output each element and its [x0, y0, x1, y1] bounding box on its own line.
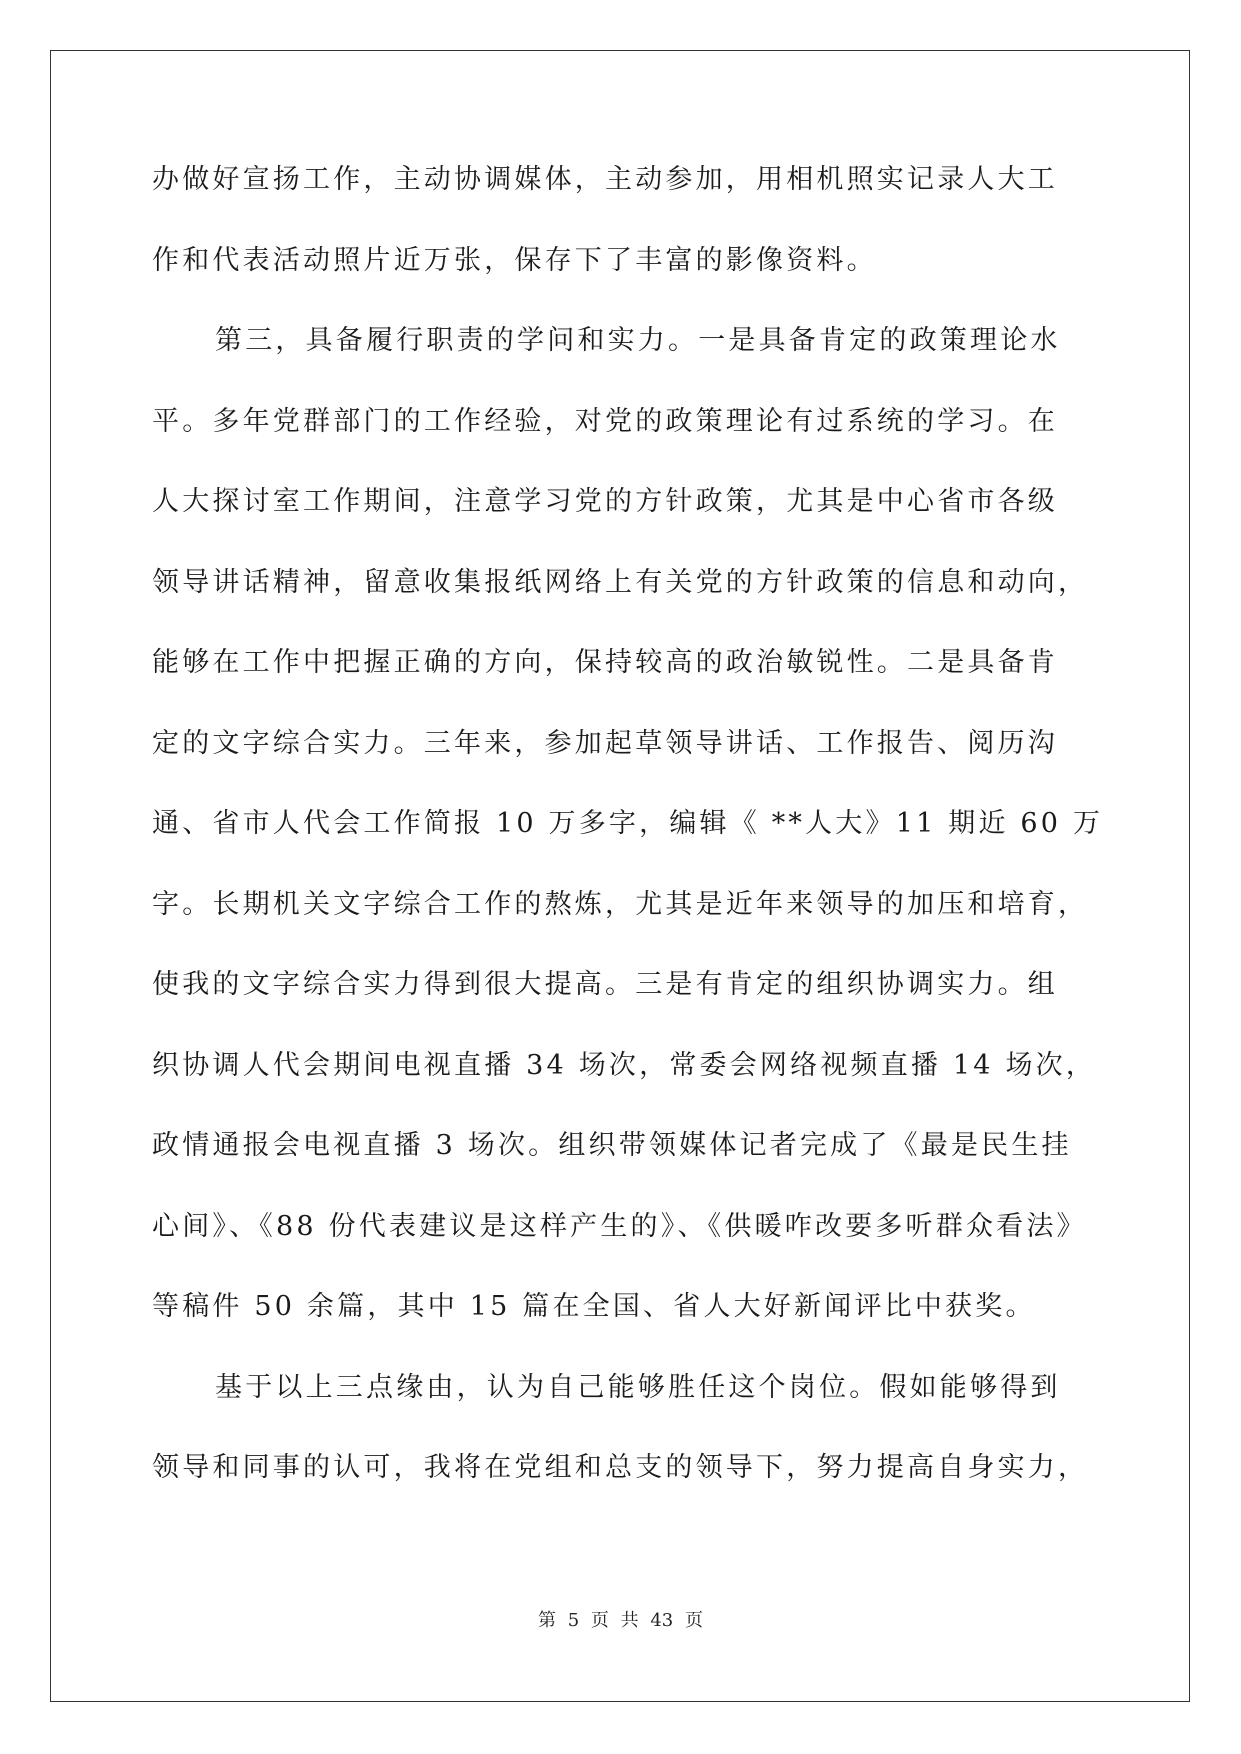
text-line: 能够在工作中把握正确的方向，保持较高的政治敏锐性。二是具备肯 — [152, 647, 1058, 678]
text-line: 等稿件 50 余篇，其中 15 篇在全国、省人大好新闻评比中获奖。 — [152, 1291, 1036, 1322]
text-line: 定的文字综合实力。三年来，参加起草领导讲话、工作报告、阅历沟 — [152, 727, 1058, 759]
text-line: 平。多年党群部门的工作经验，对党的政策理论有过系统的学习。在 — [152, 405, 1058, 437]
text-line: 通、省市人代会工作简报 10 万多字，编辑《 **人大》11 期近 60 万 — [152, 808, 1104, 839]
text-line: 使我的文字综合实力得到很大提高。三是有肯定的组织协调实力。组 — [152, 969, 1058, 1000]
text-line: 政情通报会电视直播 3 场次。组织带领媒体记者完成了《最是民生挂 — [152, 1130, 1072, 1161]
text-line: 织协调人代会期间电视直播 34 场次，常委会网络视频直播 14 场次， — [152, 1049, 1097, 1081]
text-line: 领导讲话精神，留意收集报纸网络上有关党的方针政策的信息和动向， — [152, 566, 1089, 598]
document-body — [152, 164, 1104, 1534]
text-line: 领导和同事的认可，我将在党组和总支的领导下，努力提高自身实力， — [152, 1452, 1089, 1483]
text-line: 人大探讨室工作期间，注意学习党的方针政策，尤其是中心省市各级 — [152, 486, 1058, 517]
page-number-footer: 第 5 页 共 43 页 — [538, 1610, 703, 1631]
text-line: 字。长期机关文字综合工作的熬炼，尤其是近年来领导的加压和培育， — [152, 888, 1089, 920]
text-line: 基于以上三点缘由，认为自己能够胜任这个岗位。假如能够得到 — [215, 1371, 1061, 1403]
text-line: 办做好宣扬工作，主动协调媒体，主动参加，用相机照实记录人大工 — [152, 164, 1058, 195]
text-line: 作和代表活动照片近万张，保存下了丰富的影像资料。 — [152, 244, 877, 276]
text-line: 心间》、《88 份代表建议是这样产生的》、《供暖咋改要多听群众看法》 — [152, 1210, 1087, 1242]
text-line: 第三，具备履行职责的学问和实力。一是具备肯定的政策理论水 — [215, 325, 1061, 356]
